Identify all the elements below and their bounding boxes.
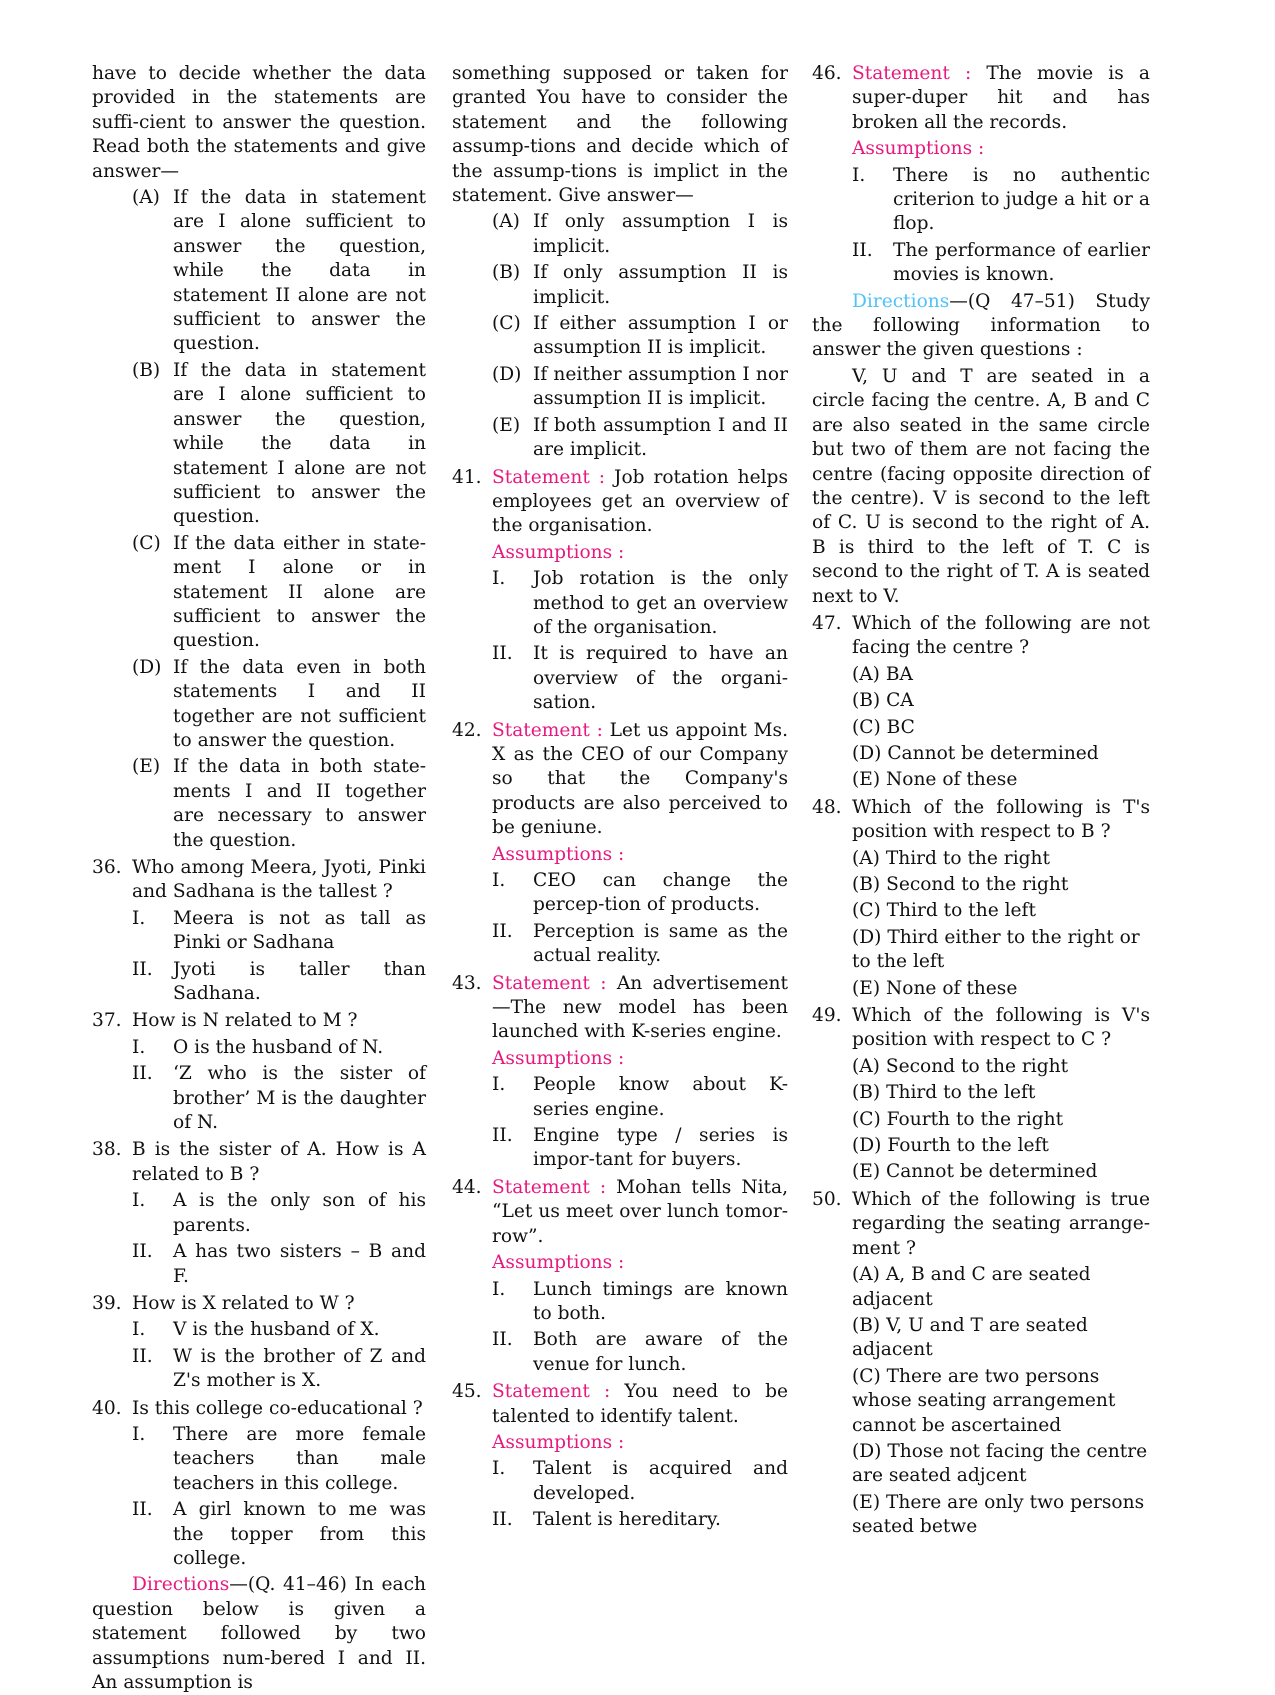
option-text: If the data in statement are I alone sufficient to answer the question, while the data in statement I alone are not sufficient to answer the question. [173,359,426,528]
question-number: 50. [812,1188,842,1210]
question-43 [452,972,788,1045]
assumption [492,567,788,640]
column-2 [452,62,788,1533]
statement-text: O is the husband of N. [173,1036,384,1058]
question-42 [452,719,788,841]
directions-paragraph [812,290,1150,363]
assumption [852,164,1150,237]
option-text: If the data even in both statements I and II together are not sufficient to answer the question. [173,656,426,751]
option: (B) Second to the right [852,874,1069,895]
intro-text: have to decide whether the data provided in the statements are suffi-cient to answer the question. Read both the statements and give answer— [92,63,426,182]
question-number: 45. [452,1381,482,1403]
option: (D) Those not facing the centre are seated adjcent [852,1440,1148,1487]
assumption-label: II. [852,239,873,261]
assumption-text: Job rotation is the only method to get an overview of the organisation. [533,568,788,638]
assumption-text: CEO can change the percep-tion of products. [533,870,788,916]
question-text: How is N related to M ? [132,1010,358,1032]
assumption-list [492,1457,788,1532]
statement-text: A is the only son of his parents. [173,1190,426,1236]
statement [132,1498,426,1571]
statement [132,958,426,1007]
question-41 [452,466,788,539]
assumption-text: Talent is acquired and developed. [533,1458,788,1504]
option: (C) There are two persons whose seating arrangement cannot be ascertained [852,1365,1116,1436]
option-text: If both assumption I and II are implicit. [533,414,788,461]
assumption-text: Lunch timings are known to both. [533,1278,788,1324]
question-number: 38. [92,1139,122,1161]
option [492,210,788,259]
question-number: 44. [452,1176,482,1198]
assumption [492,920,788,969]
statement-text: ‘Z who is the sister of brother’ M is the daughter of N. [173,1063,426,1134]
directions-label: Directions [132,1574,230,1596]
question-number: 46. [812,63,842,84]
assumption [492,1073,788,1122]
option: (A) Third to the right [852,847,1050,869]
statement [132,1345,426,1394]
statement-list [132,1036,426,1136]
question-number: 36. [92,857,122,878]
assumption-list [492,869,788,969]
assumption-text: The performance of earlier movies is known. [893,239,1150,286]
question-36 [92,856,426,905]
question-48 [812,796,1150,845]
option: (D) Cannot be determined [852,742,1099,764]
statement-label: I. [132,907,146,929]
statement-text: A girl known to me was the topper from this college. [173,1499,426,1569]
assumption-label: II. [492,1329,513,1351]
statement-text: A has two sisters – B and F. [173,1241,426,1287]
statement-label: I. [132,1036,146,1058]
question-37 [92,1009,426,1033]
statement [132,1318,426,1342]
option: (C) Third to the left [852,900,1036,922]
statement-list [132,1189,426,1289]
option-label: (A) [132,187,160,209]
question-46 [812,62,1150,135]
assumption-label: I. [852,164,866,186]
statement-label: Statement : [492,1176,607,1198]
assumptions-heading: Assumptions : [852,138,985,160]
assumption-list [492,567,788,715]
question-text: Which of the following is V's position with respect to C ? [852,1005,1150,1051]
question-number: 42. [452,719,482,741]
question-number: 41. [452,466,482,488]
question-44 [452,1176,788,1249]
statement-text: The movie is a super-duper hit and has broken all the records. [852,63,1151,133]
option: (B) CA [852,690,914,712]
option [132,186,426,357]
option: (C) Fourth to the right [852,1108,1064,1130]
statement-label: Statement : [492,466,606,488]
option: (B) V, U and T are seated adjacent [852,1314,1088,1361]
option-label: (E) [132,756,161,778]
option [132,532,426,654]
statement-text: Jyoti is taller than Sadhana. [173,958,426,1005]
statement-text: There are more female teachers than male teachers in this college. [173,1423,426,1494]
statement [132,907,426,956]
assumptions-heading: Assumptions : [492,843,625,865]
assumption-text: Talent is hereditary. [533,1509,721,1531]
assumptions-heading: Assumptions : [492,1431,625,1453]
question-45 [452,1380,788,1429]
option-label: (A) [492,211,520,233]
assumption-list [492,1278,788,1378]
statement-label: II. [132,1345,153,1367]
option [132,656,426,754]
option: (A) BA [852,663,913,685]
statement-text: You need to be talented to identify talent. [492,1381,788,1427]
option [492,261,788,310]
assumption-text: Both are aware of the venue for lunch. [533,1329,788,1375]
option-label: (D) [492,363,522,385]
statement-label: I. [132,1319,146,1341]
option-text: If neither assumption I nor assumption II is implicit. [533,363,788,410]
assumption-label: II. [492,1125,513,1147]
question-text: Who among Meera, Jyoti, Pinki and Sadhana is the tallest ? [132,857,426,903]
statement [132,1036,426,1060]
question-number: 47. [812,612,842,634]
assumption-label: I. [492,568,506,590]
question-text: Is this college co-educational ? [132,1397,423,1419]
statement-label: I. [132,1190,146,1212]
question-text: B is the sister of A. How is A related to B ? [132,1139,426,1185]
option-label: (B) [132,359,161,381]
question-47 [812,612,1150,661]
column-3 [812,62,1151,1538]
assumption [492,1328,788,1377]
answer-options [492,210,788,462]
statement-text: W is the brother of Z and Z's mother is X. [173,1345,426,1392]
question-39 [92,1292,426,1316]
column-1 [92,62,426,1695]
statement-label: Statement : [492,1381,611,1403]
statement-text: Let us appoint Ms. X as the CEO of our Company so that the Company's products are also perceived to be geniune. [492,719,789,839]
directions-text: —(Q 47–51) Study the following information to answer the given questions : [812,290,1150,361]
assumption [492,1278,788,1327]
assumptions-heading: Assumptions : [492,1252,625,1274]
assumption-text: People know about K-series engine. [533,1074,788,1120]
option: (C) BC [852,716,915,738]
assumption-label: I. [492,1458,506,1480]
statement-text: Meera is not as tall as Pinki or Sadhana [173,907,426,954]
statement-label: II. [132,958,153,980]
statement-label: I. [132,1423,146,1445]
assumption-label: II. [492,920,513,942]
option [492,414,788,463]
option [132,359,426,530]
directions-label: Directions [852,290,950,312]
assumption-list [492,1073,788,1173]
assumption-label: I. [492,1074,506,1096]
statement-label: Statement : [492,719,603,741]
assumptions-heading: Assumptions : [492,1047,625,1069]
option-text: If either assumption I or assumption II is implicit. [533,313,788,359]
statement-label: II. [132,1499,153,1521]
option-label: (B) [492,262,521,284]
question-text: Which of the following are not facing the centre ? [852,612,1150,659]
statement-text: An advertisement—The new model has been launched with K-series engine. [492,972,788,1043]
statement-label: II. [132,1063,153,1085]
question-number: 40. [92,1397,122,1419]
question-49 [812,1004,1150,1053]
assumption-text: Engine type / series is impor-tant for buyers. [533,1125,788,1171]
option [492,312,788,361]
statement [132,1240,426,1289]
question-text: Which of the following is T's position with respect to B ? [852,796,1150,843]
assumption-list [852,164,1150,288]
statement [132,1423,426,1496]
option: (E) None of these [852,769,1018,791]
statement-text: Mohan tells Nita, “Let us meet over lunch tomor-row”. [492,1176,789,1247]
option: (D) Fourth to the left [852,1135,1049,1157]
option: (E) None of these [852,977,1018,999]
assumption-label: II. [492,1509,513,1531]
assumption-text: It is required to have an overview of the organi-sation. [533,643,788,714]
option-label: (D) [132,656,162,678]
assumption-text: Perception is same as the actual reality. [533,920,788,967]
statement-text: Job rotation helps employees get an overview of the organisation. [492,466,788,537]
statement-list [132,1318,426,1393]
option: (D) Third either to the right or to the left [852,926,1140,973]
directions-paragraph [92,1573,426,1695]
assumption [492,642,788,715]
assumption-label: I. [492,1278,506,1300]
statement [132,1189,426,1238]
option [132,755,426,853]
question-38 [92,1138,426,1187]
assumption [492,1508,788,1532]
option: (E) There are only two persons seated betwe [852,1491,1145,1538]
option: (E) Cannot be determined [852,1161,1098,1183]
assumption-label: I. [492,870,506,891]
option-label: (C) [132,532,161,554]
passage: V, U and T are seated in a circle facing the centre. A, B and C are also seated in the same circle but two of them are not facing the centre (facing opposite direction of the centre). V is second to the left of C. U is second to the right of A. B is third to the left of T. C is second to the right of T. A is seated next to V. [812,365,1150,607]
question-number: 39. [92,1292,122,1314]
option: (A) Second to the right [852,1055,1069,1077]
option: (A) A, B and C are seated adjacent [852,1264,1091,1310]
statement [132,1062,426,1135]
assumption [492,869,788,918]
option: (B) Third to the left [852,1082,1036,1104]
question-number: 37. [92,1010,122,1032]
statement-label: Statement : [852,63,972,84]
assumption [492,1124,788,1173]
question-number: 48. [812,796,842,818]
statement-text: V is the husband of X. [173,1319,380,1341]
question-40 [92,1397,426,1421]
assumption [492,1457,788,1506]
option [492,363,788,412]
question-number: 49. [812,1005,842,1027]
option-text: If the data in statement are I alone sufficient to answer the question, while the data in statement II alone are not sufficient to answer the question. [173,187,426,355]
assumption-text: There is no authentic criterion to judge a hit or a flop. [893,164,1150,235]
option-label: (E) [492,414,521,436]
statement-label: Statement : [492,972,607,994]
assumption [852,239,1150,288]
question-number: 43. [452,972,482,994]
option-text: If only assumption I is implicit. [533,211,788,257]
question-text: How is X related to W ? [132,1292,355,1314]
statement-label: II. [132,1241,153,1263]
directions-text: —(Q. 41–46) In each question below is given a statement followed by two assumptions num-bered I and II. An assumption is [92,1574,426,1693]
option-label: (C) [492,313,521,335]
statement-list [132,907,426,1007]
question-text: Which of the following is true regarding the seating arrange-ment ? [852,1188,1150,1259]
option-text: If only assumption II is implicit. [533,262,788,308]
assumptions-heading: Assumptions : [492,541,625,563]
answer-options [132,186,426,853]
assumption-label: II. [492,643,513,665]
option-text: If the data either in state-ment I alone or in statement II alone are sufficient to answer the question. [173,532,426,652]
intro-text: something supposed or taken for granted You have to consider the statement and the following assump-tions and decide which of the assump-tions is implict in the statement. Give answer— [452,63,788,207]
option-text: If the data in both state-ments I and II together are necessary to answer the question. [173,756,426,851]
statement-list [132,1423,426,1571]
question-50 [812,1188,1150,1261]
